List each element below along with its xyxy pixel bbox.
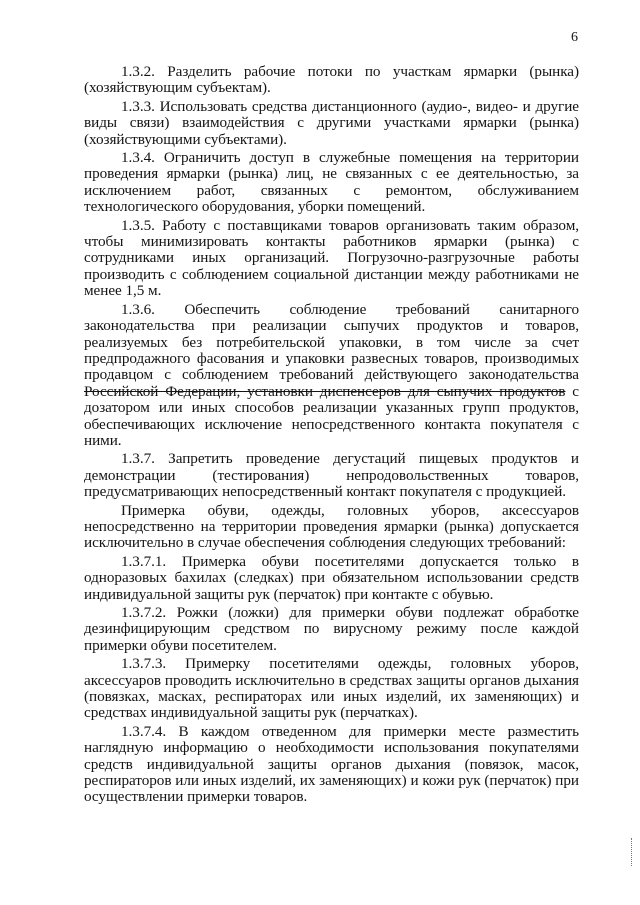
paragraph-1-3-4: 1.3.4. Ограничить доступ в служебные помещения на территории проведения ярмарки (рынка) лиц, не связанных с ее деятельностью, за исключением работ, связанных с ремонтом, обслуживанием технологического оборудования, уборки помещений. <box>84 149 579 216</box>
scan-margin-mark <box>631 838 634 866</box>
struck-through-text: Российской Федерации, установки диспенсеров для сыпучих продуктов <box>84 382 566 400</box>
document-body <box>84 64 579 808</box>
paragraph-1-3-6-text-end: с дозатором или иных способов реализации указанных групп продуктов, обеспечивающих исключение непосредственного контакта покупателя с ними. <box>84 382 579 449</box>
paragraph-1-3-7-1: 1.3.7.1. Примерка обуви посетителями допускается только в одноразовых бахилах (следках) при обязательном использовании средств индивидуальной защиты рук (перчаток) при контакте с обувью. <box>84 552 579 603</box>
paragraph-1-3-6-text: 1.3.6. Обеспечить соблюдение требований санитарного законодательства при реализации сыпучих продуктов и товаров, реализуемых без потребительской упаковки, в том числе за счет предпродажного фасования и упаковки развесных товаров, производимых продавцом с соблюдением требований действующего законодательства <box>84 300 579 384</box>
page-number: 6 <box>571 30 578 45</box>
paragraph-1-3-3: 1.3.3. Использовать средства дистанционного (аудио-, видео- и другие виды связи) взаимодействия с другими участками ярмарки (рынка) (хозяйствующими субъектами). <box>84 97 579 148</box>
paragraph-1-3-7: 1.3.7. Запретить проведение дегустаций пищевых продуктов и демонстрации (тестирования) непродовольственных товаров, предусматривающих непосредственный контакт покупателя с продукцией. <box>84 450 579 501</box>
paragraph-1-3-7-3: 1.3.7.3. Примерку посетителями одежды, головных уборов, аксессуаров проводить исключительно в средствах защиты органов дыхания (повязках, масках, респираторах или иных изделий, их заменяющих) и средствах индивидуальной защиты рук (перчатках). <box>84 655 579 722</box>
paragraph-1-3-2: 1.3.2. Разделить рабочие потоки по участкам ярмарки (рынка) (хозяйствующим субъектам). <box>84 63 579 97</box>
paragraph-1-3-7-2: 1.3.7.2. Рожки (ложки) для примерки обуви подлежат обработке дезинфицирующим средством по вирусному режиму после каждой примерки обуви посетителем. <box>84 604 579 654</box>
paragraph-1-3-7-4: 1.3.7.4. В каждом отведенном для примерки месте разместить наглядную информацию о необходимости использования покупателями средств индивидуальной защиты органов дыхания (повязок, масок, респираторов или иных изделий, их заменяющих) и кожи рук (перчаток) при осуществлении примерки товаров. <box>84 722 579 806</box>
paragraph-1-3-5: 1.3.5. Работу с поставщиками товаров организовать таким образом, чтобы минимизировать контакты работников ярмарки (рынка) с сотрудниками иных организаций. Погрузочно-разгрузочные работы производить с соблюдением социальной дистанции между работниками не менее 1,5 м. <box>84 216 579 300</box>
paragraph-1-3-6 <box>84 302 579 450</box>
paragraph-fitting-intro: Примерка обуви, одежды, головных уборов, аксессуаров непосредственно на территории проведения ярмарки (рынка) допускается исключительно в случае обеспечения соблюдения следующих требований: <box>84 501 579 552</box>
